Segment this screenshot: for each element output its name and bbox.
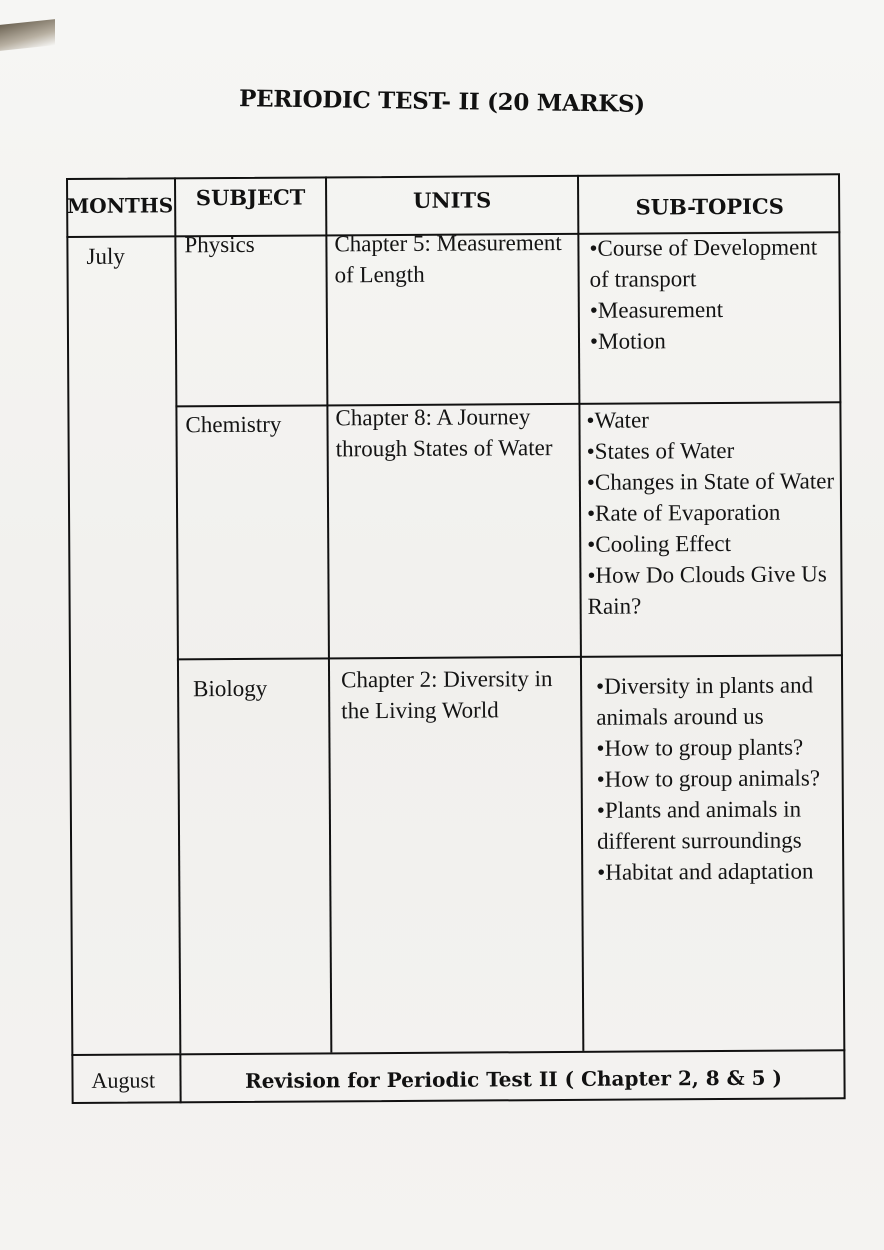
month-august: August [91, 1067, 156, 1093]
subtopic-item: • Measurement [590, 293, 836, 326]
subject-physics: Physics [184, 231, 255, 258]
subtopic-item: • Course of Development of transport [589, 231, 835, 295]
subtopic-item: • Changes in State of Water [587, 465, 837, 498]
unit-biology: Chapter 2: Diversity in the Living World [340, 666, 553, 724]
subtopic-item: • Cooling Effect [587, 527, 837, 560]
subtopic-item: • States of Water [587, 434, 837, 467]
header-units: UNITS [413, 187, 492, 213]
subject-chemistry: Chemistry [185, 411, 282, 438]
subtopic-item: • Diversity in plants and animals around us [596, 669, 842, 733]
page-title: PERIODIC TEST- II (20 MARKS) [238, 85, 646, 118]
subtopic-item: • Motion [590, 324, 836, 357]
header-months: MONTHS [67, 193, 174, 218]
subtopic-item: • How Do Clouds Give Us Rain? [587, 558, 837, 622]
subtopic-item: • Rate of Evaporation [587, 496, 837, 529]
page-corner-shadow [0, 19, 55, 51]
subtopic-item: • Plants and animals in different surroundings [597, 793, 843, 857]
subtopics-physics [589, 231, 836, 357]
subtopic-item: • How to group plants? [596, 731, 842, 764]
subtopic-item: • Water [586, 403, 836, 436]
revision-note: Revision for Periodic Test II ( Chapter 2, 8 & 5 ) [244, 1065, 783, 1093]
unit-physics: Chapter 5: Measurement of Length [334, 229, 562, 288]
subtopics-biology [596, 669, 843, 887]
subtopic-item: • Habitat and adaptation [597, 855, 843, 888]
syllabus-table [66, 173, 846, 1104]
subtopics-chemistry [586, 403, 837, 622]
header-subject: SUBJECT [195, 184, 306, 211]
unit-chemistry: Chapter 8: A Journey through States of Water [335, 404, 553, 462]
month-july: July [86, 243, 125, 269]
header-subtopics: SUB-TOPICS [635, 193, 784, 220]
subject-biology: Biology [193, 675, 268, 702]
subtopic-item: • How to group animals? [597, 762, 843, 795]
